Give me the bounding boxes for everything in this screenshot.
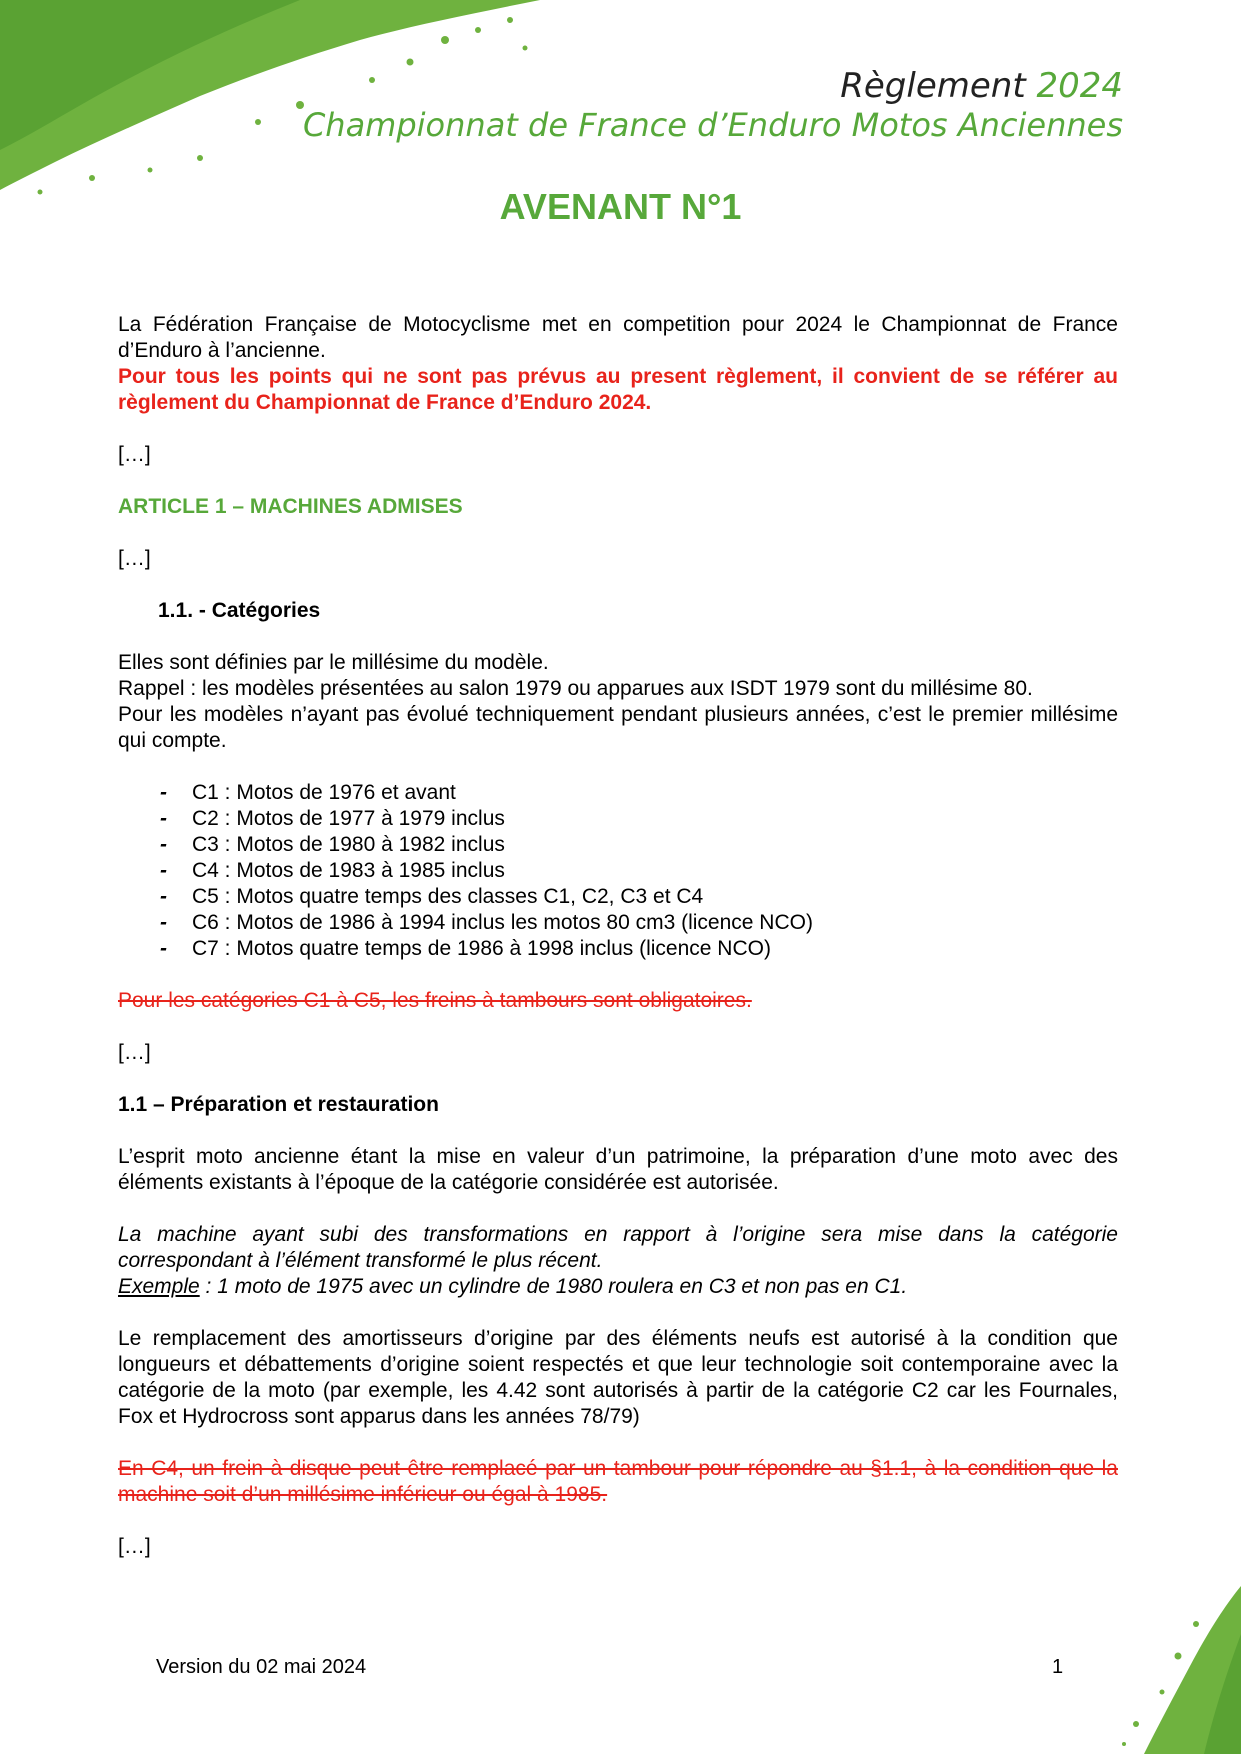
struck-brakes-rule: Pour les catégories C1 à C5, les freins à tambours sont obligatoires.	[118, 989, 752, 1012]
ellipsis-3: […]	[118, 1041, 151, 1064]
header-reglement	[840, 66, 1123, 106]
page-number: 1	[1052, 1656, 1064, 1678]
page-title: AVENANT N°1	[499, 186, 742, 227]
list-item: - C5 : Motos quatre temps des classes C1, C2, C3 et C4	[160, 885, 704, 908]
list-item: - C1 : Motos de 1976 et avant	[160, 781, 456, 804]
ellipsis-4: […]	[118, 1535, 151, 1558]
footer-version: Version du 02 mai 2024	[156, 1656, 367, 1678]
category-list	[118, 780, 1118, 962]
list-item: - C3 : Motos de 1980 à 1982 inclus	[160, 833, 505, 856]
struck-c4-rule: En C4, un frein à disque peut être remplacé par un tambour pour répondre au §1.1, à la condition que la machine soit d’un millésime inférieur ou égal à 1985.	[118, 1457, 1118, 1506]
intro-reference-notice: Pour tous les points qui ne sont pas prévus au present règlement, il convient de se référer au règlement du Championnat de France d’Enduro 2024.	[118, 365, 1118, 414]
paragraph-rappel: Rappel : les modèles présentées au salon 1979 ou apparues aux ISDT 1979 sont du millésime 80.	[118, 677, 1033, 700]
paragraph-amortisseurs: Le remplacement des amortisseurs d’origine par des éléments neufs est autorisé à la condition que longueurs et débattements d’origine soient respectés et que leur technologie soit contemporaine avec la catégorie de la moto (par exemple, les 4.42 sont autorisés à partir de la catégorie C2 car les Fournales, Fox et Hydrocross sont apparus dans les années 78/79)	[118, 1327, 1118, 1428]
paragraph-esprit: L’esprit moto ancienne étant la mise en valeur d’un patrimoine, la préparation d’une moto avec des éléments existants à l’époque de la catégorie considérée est autorisée.	[118, 1145, 1118, 1194]
header-reglement-text: Règlement	[840, 66, 1026, 106]
section-1-1-heading: 1.1. - Catégories	[158, 599, 321, 622]
article-1-heading: ARTICLE 1 – MACHINES ADMISES	[118, 495, 463, 518]
document-body	[118, 312, 1118, 1560]
list-item: - C7 : Motos quatre temps de 1986 à 1998 inclus (licence NCO)	[160, 937, 771, 960]
section-preparation-heading: 1.1 – Préparation et restauration	[118, 1093, 439, 1116]
list-item: - C2 : Motos de 1977 à 1979 inclus	[160, 807, 505, 830]
paragraph-transformations: La machine ayant subi des transformations en rapport à l’origine sera mise dans la catégorie correspondant à l’élément transformé le plus récent.	[118, 1223, 1118, 1272]
paragraph-example	[118, 1274, 1118, 1300]
list-item: - C6 : Motos de 1986 à 1994 inclus les motos 80 cm3 (licence NCO)	[160, 911, 813, 934]
intro-paragraph: La Fédération Française de Motocyclisme met en competition pour 2024 le Championnat de France d’Enduro à l’ancienne.	[118, 313, 1118, 362]
ellipsis-2: […]	[118, 547, 151, 570]
header-championship: Championnat de France d’Enduro Motos Anciennes	[302, 106, 1123, 144]
header-year: 2024	[1036, 66, 1123, 106]
green-brush-splash-top	[0, 0, 560, 200]
ellipsis-1: […]	[118, 443, 151, 466]
paragraph-models: Pour les modèles n’ayant pas évolué techniquement pendant plusieurs années, c’est le premier millésime qui compte.	[118, 703, 1118, 752]
example-text: : 1 moto de 1975 avec un cylindre de 1980 roulera en C3 et non pas en C1.	[199, 1275, 908, 1298]
paragraph-defined: Elles sont définies par le millésime du modèle.	[118, 651, 549, 674]
example-label: Exemple	[118, 1275, 200, 1298]
list-item: - C4 : Motos de 1983 à 1985 inclus	[160, 859, 505, 882]
green-brush-splash-bottom	[1040, 1574, 1241, 1754]
